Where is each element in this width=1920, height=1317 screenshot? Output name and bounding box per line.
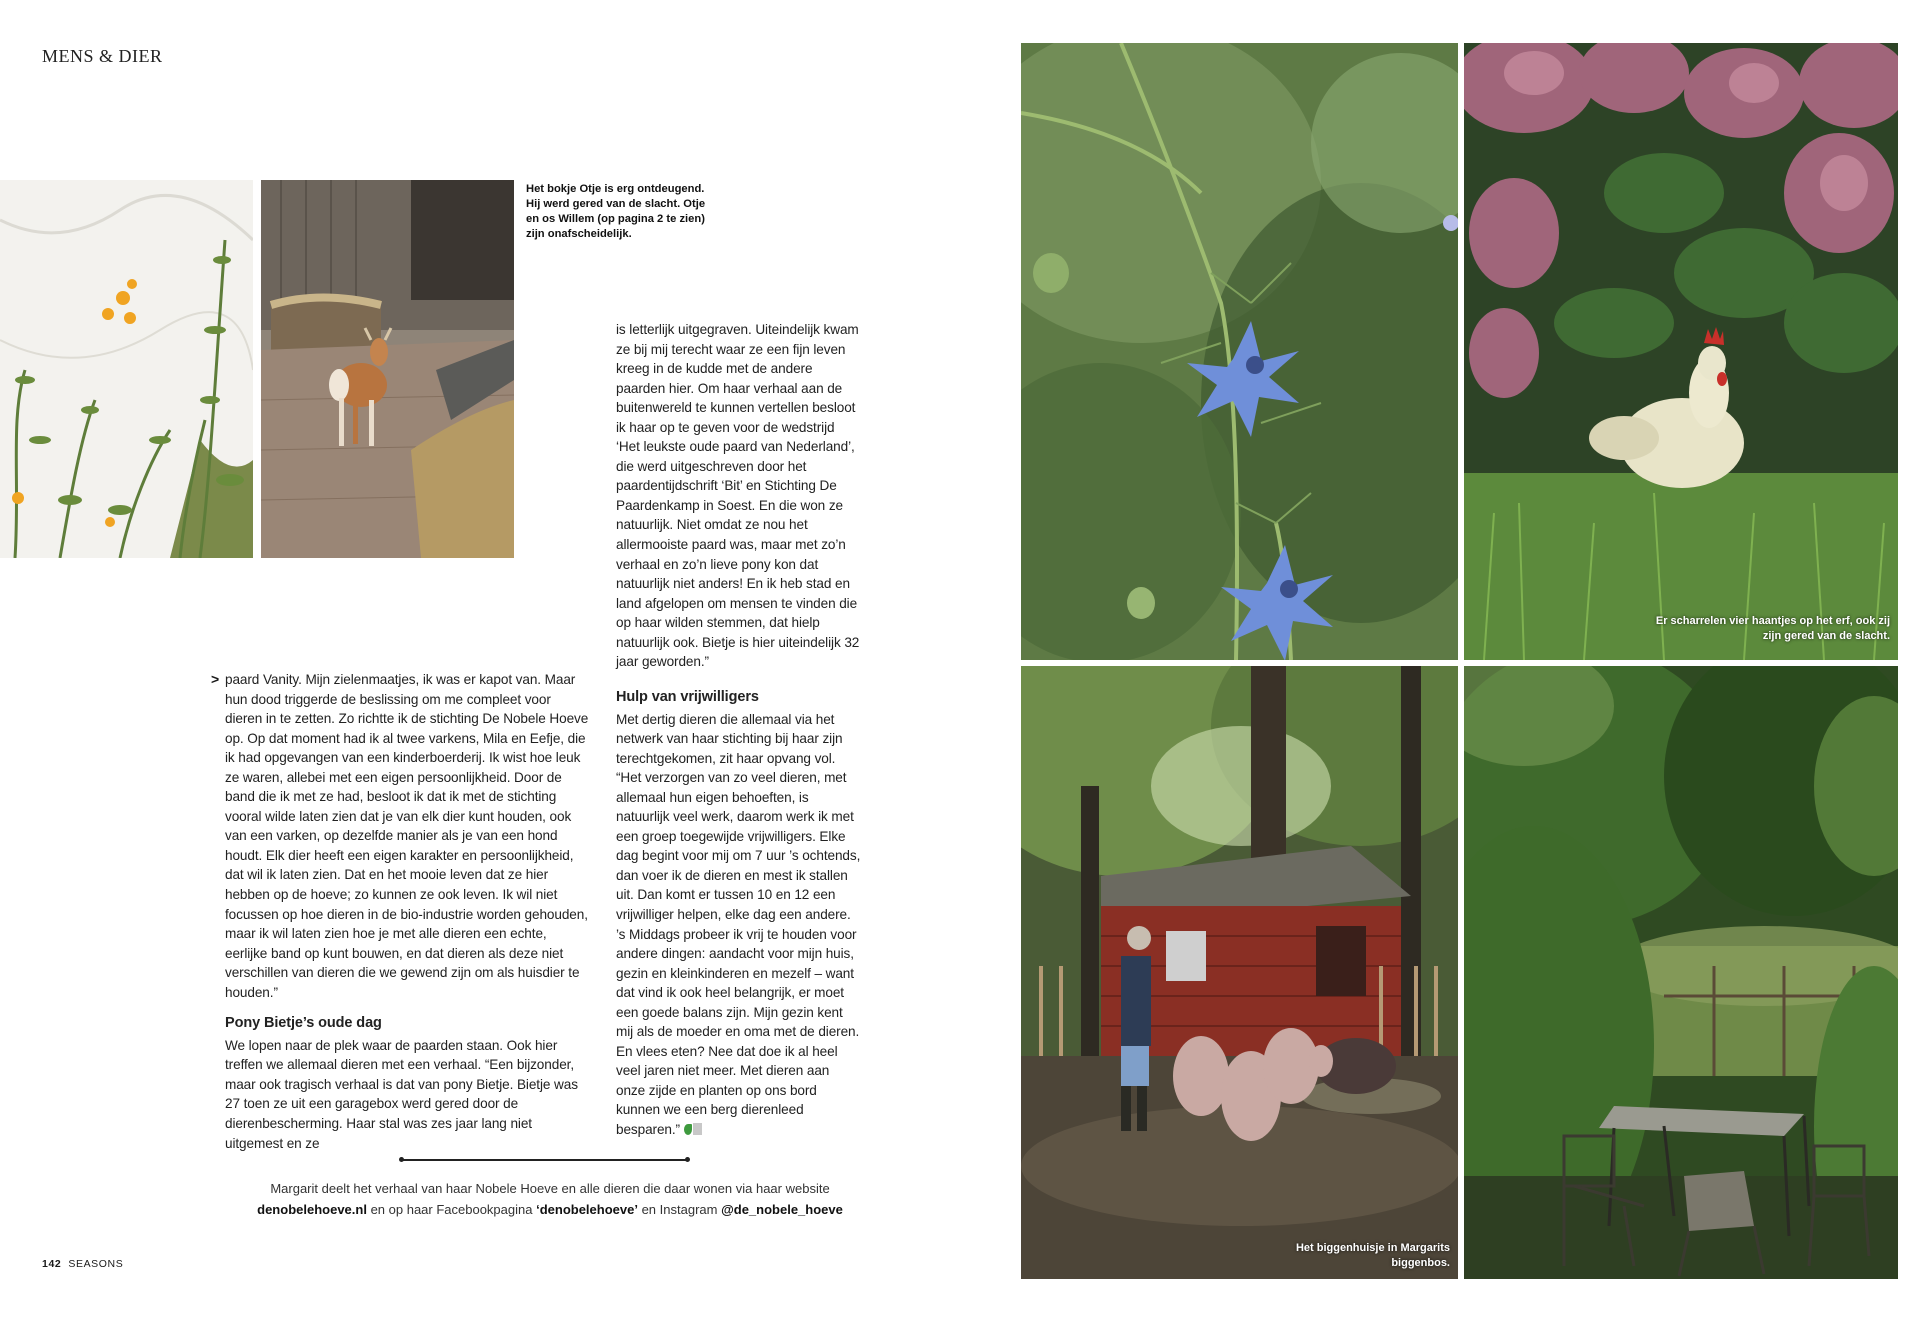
subheading: Hulp van vrijwilligers: [616, 689, 759, 705]
website-link[interactable]: denobelehoeve.nl: [257, 1202, 367, 1217]
garden-table-photo: [1464, 666, 1898, 1279]
article-column-right-bottom: [616, 688, 861, 1140]
flowers-wall-photo: [0, 180, 253, 558]
article-paragraph: is letterlijk uitgegraven. Uiteindelijk kwam ze bij mij terecht waar ze een fijn leven kreeg in de kudde met de andere paarden hier. Om haar verhaal aan de buitenwereld te kunnen vertellen besloot ik haar op te geven voor de wedstrijd ‘Het leukste oude paard van Nederland’, die werd uitgeschreven door het paardentijdschrift ‘Bit’ en Stichting De Paardenkamp in Soest. En die won ze natuurlijk. Niet omdat ze nou het allermooiste paard was, maar met zo’n verhaal en zo’n lieve pony kon dat natuurlijk niet anders! En ik heb stad en land afgelopen om mensen te vinden die op haar wilden stemmen, dat hielp natuurlijk ook. Bietje is hier uiteindelijk 32 jaar geworden.”: [616, 322, 860, 670]
article-paragraph-text: Met dertig dieren die allemaal via het netwerk van haar stichting bij haar zijn terechtgekomen, zit haar opvang vol. “Het verzorgen van zo veel dieren, met allemaal hun eigen behoeften, is natuurlijk veel werk, daarom werk ik met een groep toegewijde vrijwilligers. Elke dag begint voor mij om 7 uur ’s ochtends, dan voer ik de dieren en mest ik stallen uit. Dan komt er tussen 10 en 12 een vrijwilliger helpen, elke dag een andere. ’s Middags probeer ik vrij te houden voor andere dingen: aandacht voor mijn huis, gezin en kleinkinderen en mezelf – want dat vind ik ook heel belangrijk, er moet een goede balans zijn. Mijn gezin kent mij als de moeder en oma met de dieren. En vlees eten? Nee dat doe ik al heel veel jaren niet meer. Met dieren aan onze zijde en planten op ons bord kunnen we een berg dierenleed besparen.”: [616, 711, 861, 1138]
section-label: MENS & DIER: [42, 46, 163, 66]
footer-note: [236, 1178, 864, 1220]
goat-photo: [261, 180, 514, 558]
magazine-name: SEASONS: [68, 1258, 124, 1270]
article-column-right-top: [616, 320, 861, 672]
facebook-handle[interactable]: ‘denobelehoeve’: [536, 1202, 638, 1217]
footer-line-2: [236, 1199, 864, 1220]
footer-divider: [402, 1159, 687, 1161]
goat-caption: Het bokje Otje is erg ontdeugend. Hij werd gered van de slacht. Otje en os Willem (op pagina 2 te zien) zijn onafscheidelijk.: [526, 183, 706, 240]
footer-text: en op haar Facebookpagina: [366, 1202, 537, 1217]
article-column-left: [225, 670, 590, 1153]
footer-line-1: Margarit deelt het verhaal van haar Nobele Hoeve en alle dieren die daar wonen via haar website: [270, 1181, 830, 1196]
rooster-caption-text: Er scharrelen vier haantjes op het erf, ook zij zijn gered van de slacht.: [1655, 615, 1890, 642]
subheading: Pony Bietje’s oude dag: [225, 1015, 382, 1032]
continuation-marker: >: [211, 671, 220, 687]
article-paragraph: We lopen naar de plek waar de paarden staan. Ook hier treffen we allemaal dieren met een verhaal. “Een bijzonder, maar ook tragisch verhaal is dat van pony Bietje. Bietje was 27 toen ze uit een garagebox werd gered door de dierenbescherming. Haar stal was zes jaar lang niet uitgemest en ze: [225, 1037, 578, 1151]
instagram-handle[interactable]: @de_nobele_hoeve: [721, 1202, 843, 1217]
rooster-photo: [1464, 43, 1898, 660]
end-square-icon: [693, 1123, 702, 1135]
article-paragraph: [616, 710, 861, 1140]
leaf-end-icon: [684, 1124, 692, 1135]
blue-flowers-photo: [1021, 43, 1458, 660]
pigs-caption-text: Het biggenhuisje in Margarits biggenbos.: [1295, 1242, 1450, 1269]
article-paragraph: paard Vanity. Mijn zielenmaatjes, ik was er kapot van. Maar hun dood triggerde de beslissing om me compleet voor dieren in te zetten. Zo richtte ik de stichting De Nobele Hoeve op. Op dat moment had ik al twee varkens, Mila en Eefje, die ik had opgevangen van een kinderboerderij. Ik wist hoe leuk ze waren, allebei met een eigen persoonlijkheid. Door de band die ik met ze had, besloot ik dat ik met de stichting vooral wilde laten zien dat je van elk dier kunt houden, ook van een varken, op dezelfde manier als je van een hond houdt. Elk dier heeft een eigen karakter en persoonlijkheid, dat wil ik laten zien. Dat en het mooie leven dat ze hier hebben op de hoeve; zo kunnen ze ook leven. Ik wil niet focussen op hoe dieren in de bio-industrie worden gehouden, maar ik wil laten zien hoe je met alle dieren een echte, eerlijke band op kunt bouwen, en dat dieren als deze niet verschillen van dieren die we gewend zijn om als huisdier te houden.”: [225, 672, 589, 1000]
pigs-photo: [1021, 666, 1458, 1279]
footer-text: en Instagram: [637, 1202, 722, 1217]
page-number: 142: [42, 1258, 62, 1270]
folio: [42, 1258, 123, 1270]
